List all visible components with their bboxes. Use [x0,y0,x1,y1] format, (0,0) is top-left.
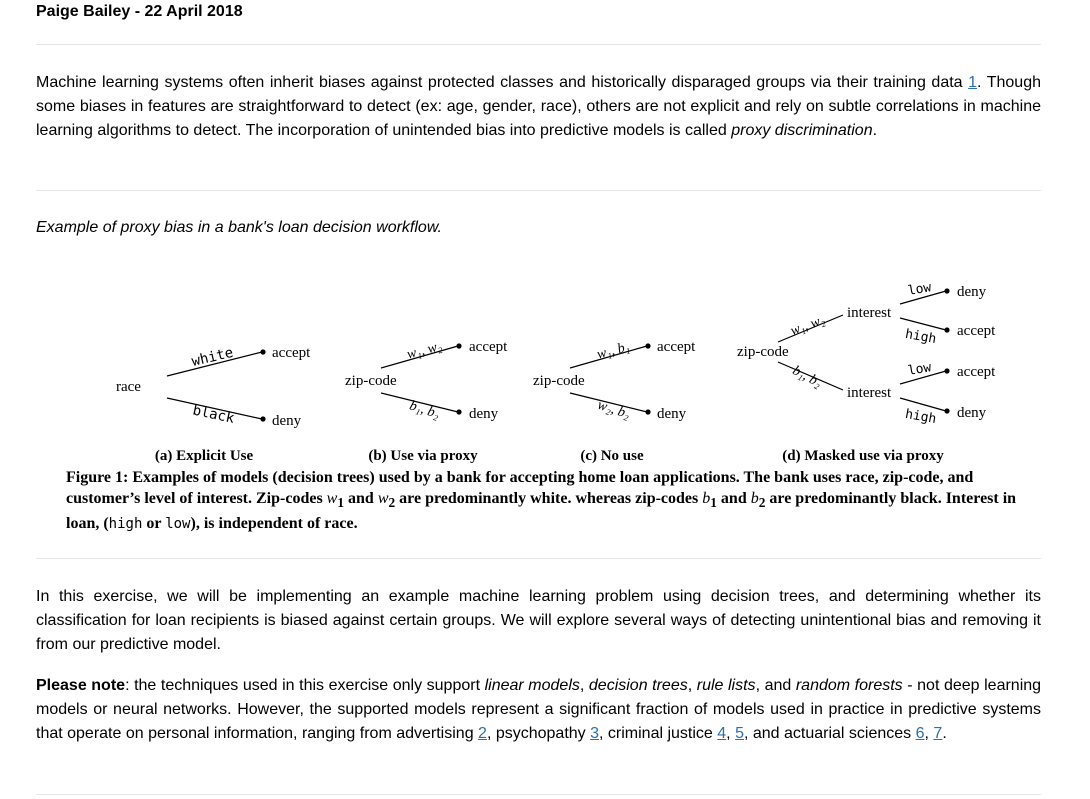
tree-a-node-bottom [260,416,265,421]
tree-d-edge-label-bottom: b₁, b₂ [789,363,825,391]
citation-link-6[interactable]: 6 [915,725,925,742]
tree-c-root: zip-code [533,373,585,389]
tree-b-leaf-bottom: deny [469,406,499,422]
tree-a-leaf-top: accept [272,345,311,361]
citation-link-2[interactable]: 2 [478,725,487,742]
tree-c-edge-label-top: w₁, b₁ [595,339,632,363]
subfig-d-label: (d) Masked use via proxy [782,448,944,464]
tree-d-root: zip-code [737,344,789,360]
tree-d-node-1 [944,288,949,293]
intro-paragraph: Machine learning systems often inherit biases against protected classes and historically disparaged groups via their training data 1. Though some biases in features are straightforward to detect (ex: age, gender, race), others are not explicit and rely on subtle correlations in machine learning algorithms to detect. The incorporation of unintended bias into predictive models is called proxy discrimination. [36,74,1041,139]
tree-c-node-bottom [645,409,650,414]
tree-a-leaf-bottom: deny [272,413,302,429]
tree-c-node-top [645,343,650,348]
tree-c-leaf-top: accept [657,339,696,355]
tree-d-leaf-2: accept [957,323,996,339]
tree-d-leaf-1: deny [957,284,987,300]
subfig-c-label: (c) No use [580,448,644,464]
divider [36,558,1041,559]
tree-d-leaf-4: deny [957,405,987,421]
tree-b-edge-label-bottom: b₁, b₂ [407,398,442,423]
tree-d-label-high-bottom: high [903,406,938,428]
tree-c-edge-label-bottom: w₂, b₂ [595,397,632,423]
tree-a-edge-label-top: white [190,344,235,370]
subfig-a-label: (a) Explicit Use [154,448,254,464]
divider [36,794,1041,795]
tree-a-node-top [260,349,265,354]
tree-d-label-low-bottom: low [906,360,933,379]
tree-c-leaf-bottom: deny [657,406,687,422]
tree-b-leaf-top: accept [469,339,508,355]
figure-caption: Figure 1: Examples of models (decision trees) used by a bank for accepting home loan applications. The bank uses race, zip-code, and customer’s level of interest. Zip-codes $w_1$ and $w_2$ are predominantly white. whereas zip-codes $b_1$ and $b_2$ are predominantly black. Interest in loan, (high or low), is independent of race. [66,469,1017,533]
tree-d-node-3 [944,368,949,373]
tree-b-edge-label-top: w₁, w₂ [405,338,444,363]
post-byline: Paige Bailey - 22 April 2018 [36,3,243,20]
tree-b-node-top [456,343,461,348]
tree-b-node-bottom [456,409,461,414]
note-paragraph: Please note: the techniques used in this exercise only support linear models, decision trees, rule lists, and random forests - not deep learning models or neural networks. However, the supported models represent a significant fraction of models used in practice in predictive systems that operate on personal information, ranging from advertising 2, psychopathy 3, criminal justice 4, 5, and actuarial sciences 6, 7. [36,677,1042,742]
citation-link-7[interactable]: 7 [933,725,943,742]
tree-d-edge-label-top: w₁, w₂ [788,312,827,339]
tree-a-edge-label-bottom: black [191,402,236,427]
example-heading: Example of proxy bias in a bank's loan decision workflow. [36,219,442,236]
tree-d-label-high-top: high [903,326,938,348]
citation-link-4[interactable]: 4 [717,725,727,742]
tree-a-root: race [116,379,141,395]
tree-d-node-4 [944,408,949,413]
citation-link-5[interactable]: 5 [735,725,744,742]
tree-d-leaf-3: accept [957,364,996,380]
tree-d-node-2 [944,327,949,332]
subfig-b-label: (b) Use via proxy [368,448,478,464]
tree-d-label-low-top: low [906,280,933,299]
tree-d-mid-top: interest [847,305,892,321]
citation-link-3[interactable]: 3 [590,725,600,742]
exercise-paragraph: In this exercise, we will be implementing an example machine learning problem using decision trees, and determining whether its classification for loan recipients is biased against certain groups. We will explore several ways of detecting unintentional bias and removing it from our predictive model. [36,588,1041,653]
tree-d-mid-bottom: interest [847,385,892,401]
tree-b-root: zip-code [345,373,397,389]
citation-link-1[interactable]: 1 [968,74,978,91]
